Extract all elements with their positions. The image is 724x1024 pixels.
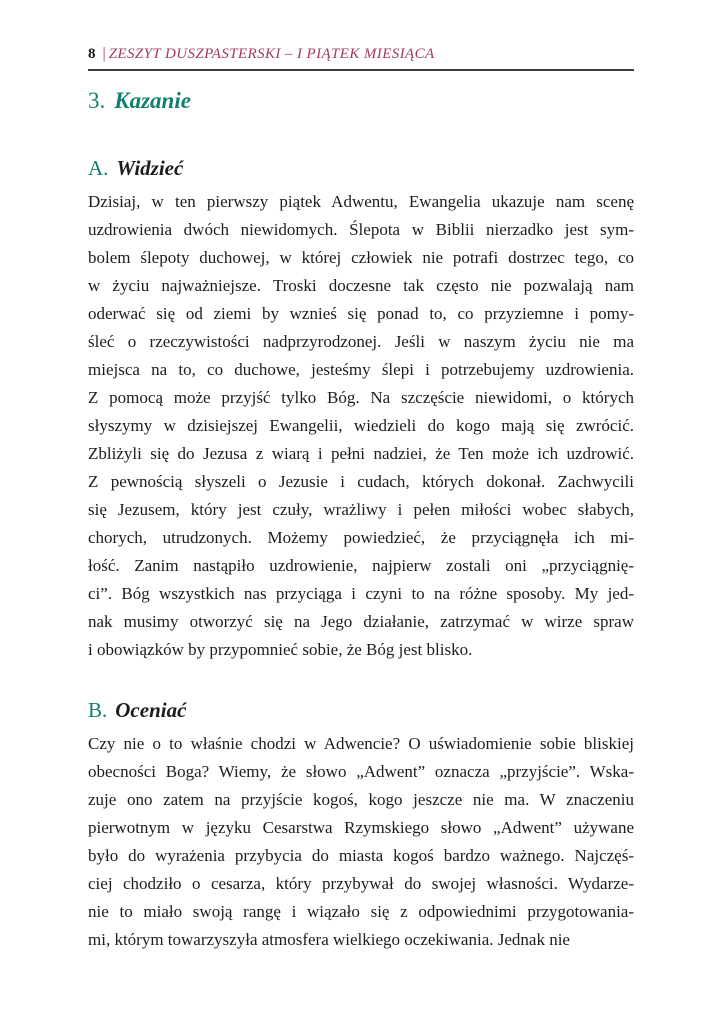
text-line: Dzisiaj, w ten pierwszy piątek Adwentu, Ewangelia ukazuje nam scenę — [88, 192, 634, 211]
section-heading-b — [88, 698, 634, 722]
text-line: oderwać się od ziemi by wznieś się ponad to, co przyziemne i pomy- — [88, 304, 634, 323]
section-title-a: Widzieć — [116, 156, 184, 180]
text-line: Z pewnością słyszeli o Jezusie i cudach, których dokonał. Zachwycili — [88, 472, 634, 491]
text-line: w życiu najważniejsze. Troski doczesne tak często nie pozwalają nam — [88, 276, 634, 295]
text-line: Czy nie o to właśnie chodzi w Adwencie? O uświadomienie sobie bliskiej — [88, 734, 634, 753]
text-line: nie to miało swoją rangę i wiązało się z odpowiednimi przygotowania- — [88, 902, 634, 921]
text-line: miejsca na to, co duchowe, jesteśmy ślepi i potrzebujemy uzdrowienia. — [88, 360, 634, 379]
header-title: ZESZYT DUSZPASTERSKI – I PIĄTEK MIESIĄCA — [108, 46, 435, 62]
text-line: Z pomocą może przyjść tylko Bóg. Na szczęście niewidomi, o których — [88, 388, 634, 407]
section-letter-a: A. — [88, 156, 109, 180]
text-line: śleć o rzeczywistości nadprzyrodzonej. Jeśli w naszym życiu nie ma — [88, 332, 634, 351]
section-paragraph-a — [88, 188, 634, 664]
text-line: pierwotnym w języku Cesarstwa Rzymskiego słowo „Adwent” używane — [88, 818, 634, 837]
chapter-title: Kazanie — [114, 88, 191, 113]
text-line: słyszymy w dzisiejszej Ewangelii, wiedzieli do kogo mają się zwrócić. — [88, 416, 634, 435]
chapter-heading — [88, 88, 634, 114]
header-rule — [88, 69, 634, 71]
text-line: było do wyrażenia przybycia do miasta kogoś bardzo ważnego. Najczęś- — [88, 846, 634, 865]
section-heading-a — [88, 156, 634, 180]
header-separator: | — [102, 45, 106, 62]
text-line: ci”. Bóg wszystkich nas przyciąga i czyni to na różne sposoby. My jed- — [88, 584, 634, 603]
text-line: bolem ślepoty duchowej, w której człowiek nie potrafi dostrzec tego, co — [88, 248, 634, 267]
text-line: obecności Boga? Wiemy, że słowo „Adwent” oznacza „przyjście”. Wska- — [88, 762, 634, 781]
chapter-number: 3. — [88, 88, 106, 113]
page-number: 8 — [88, 46, 96, 62]
text-line: nak musimy otworzyć się na Jego działanie, zatrzymać w wirze spraw — [88, 612, 634, 631]
text-line: i obowiązków by przypomnieć sobie, że Bóg jest blisko. — [88, 640, 473, 659]
section-paragraph-b — [88, 730, 634, 954]
text-line: ciej chodziło o cesarza, który przybywał do swojej własności. Wydarze- — [88, 874, 634, 893]
section-title-b: Oceniać — [115, 698, 187, 722]
text-line: Zbliżyli się do Jezusa z wiarą i pełni nadziei, że Ten może ich uzdrowić. — [88, 444, 634, 463]
text-line: łość. Zanim nastąpiło uzdrowienie, najpierw zostali oni „przyciągnię- — [88, 556, 634, 575]
text-line: mi, którym towarzyszyła atmosfera wielkiego oczekiwania. Jednak nie — [88, 930, 570, 949]
text-line: uzdrowienia dwóch niewidomych. Ślepota w Biblii nierzadko jest sym- — [88, 220, 634, 239]
text-line: się Jezusem, który jest czuły, wrażliwy i pełen miłości wobec słabych, — [88, 500, 634, 519]
text-line: zuje ono zatem na przyjście kogoś, kogo jeszcze nie ma. W znaczeniu — [88, 790, 634, 809]
running-header — [88, 44, 634, 64]
text-line: chorych, utrudzonych. Możemy powiedzieć, że przyciągnęła ich mi- — [88, 528, 634, 547]
section-letter-b: B. — [88, 698, 108, 722]
